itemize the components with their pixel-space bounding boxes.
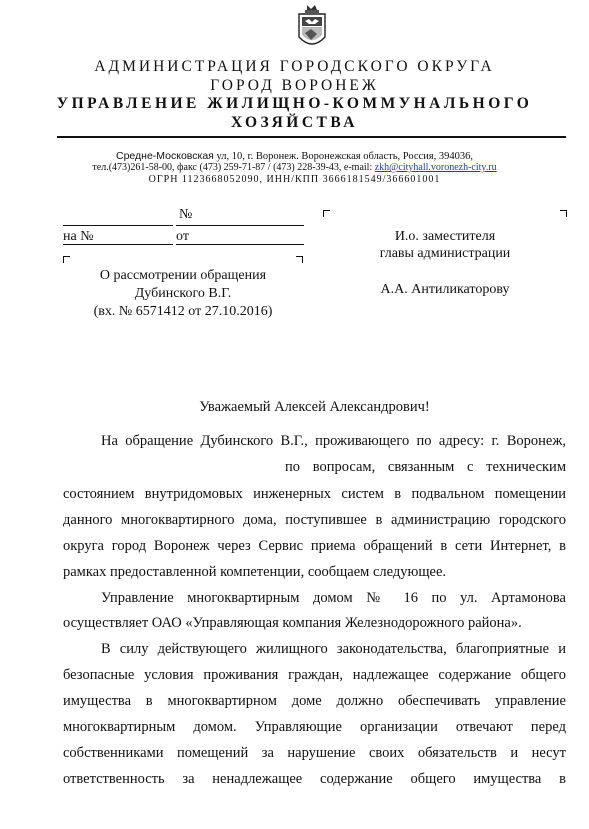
contacts-address — [0, 150, 589, 162]
addressee-corner-right — [560, 210, 567, 217]
street-name: Средне-Московская — [116, 150, 214, 162]
subject-corner-left — [63, 256, 70, 263]
body-line: В силу действующего жилищного законодательства, благоприятные и — [101, 641, 566, 657]
number-sign: № — [179, 207, 193, 222]
address-rest: ул, 10, г. Воронеж. Воронежская область, Россия, 394036, — [216, 151, 473, 162]
body-line: данного многоквартирного дома, поступившее в администрацию городского — [63, 512, 566, 528]
ot-label: от — [176, 229, 189, 244]
body-line: рамках предоставленной компетенции, сообщаем следующее. — [63, 564, 447, 580]
body-line: Управление многоквартирным домом № 16 по ул. Артамонова — [101, 590, 566, 606]
header-line-1: АДМИНИСТРАЦИЯ ГОРОДСКОГО ОКРУГА — [94, 58, 495, 75]
body-line: ответственность за ненадлежащее содержание общего имущества в — [63, 771, 566, 787]
subject-line-3: (вх. № 6571412 от 27.10.2016) — [93, 304, 273, 319]
number-field-line — [176, 225, 304, 226]
na-label: на № — [63, 229, 94, 244]
body-line: безопасные условия проживания граждан, надлежащее содержание общего — [63, 667, 566, 683]
header-divider — [57, 136, 566, 138]
addressee-name: А.А. Антиликаторову — [380, 282, 510, 297]
header-line-3: УПРАВЛЕНИЕ ЖИЛИЩНО-КОММУНАЛЬНОГО — [56, 95, 533, 112]
header-line-4: ХОЗЯЙСТВА — [231, 114, 358, 131]
ot-field-line — [176, 244, 304, 245]
subject-corner-right — [296, 256, 303, 263]
subject-line-2: Дубинского В.Г. — [134, 286, 232, 301]
salutation: Уважаемый Алексей Александрович! — [199, 399, 430, 415]
addressee-line-2: главы администрации — [379, 246, 511, 261]
phones-text: тел.(473)261-58-00, факс (473) 259-71-87 / (473) 228-39-43, e-mail: — [92, 162, 373, 173]
body-line: имущества в многоквартирном доме должно обеспечивать управление — [63, 693, 566, 709]
addressee-corner-left — [323, 210, 330, 217]
body-line: На обращение Дубинского В.Г., проживающего по адресу: г. Воронеж, — [101, 433, 566, 449]
email-link[interactable]: zkh@cityhall.voronezh-city.ru — [374, 162, 497, 173]
header-line-2: ГОРОД ВОРОНЕЖ — [210, 77, 379, 94]
subject-line-1: О рассмотрении обращения — [99, 268, 267, 283]
body-line: округа город Воронеж через Сервис приема обращений в сети Интернет, в — [63, 538, 566, 554]
contacts-ogrn: ОГРН 1123668052090, ИНН/КПП 3666181549/366601001 — [148, 174, 441, 185]
body-line: по вопросам, связанным с техническим — [285, 459, 566, 475]
body-line: состоянием внутридомовых инженерных систем в подвальном помещении — [63, 486, 566, 502]
na-field-line — [63, 244, 173, 245]
date-field-line — [63, 225, 173, 226]
addressee-line-1: И.о. заместителя — [394, 229, 496, 244]
body-line: собственниками помещений за нарушение своих обязательств и несут — [63, 745, 566, 761]
coat-of-arms-icon — [295, 3, 329, 53]
contacts-phones — [0, 162, 589, 173]
body-line: осуществляет ОАО «Управляющая компания Железнодорожного района». — [63, 615, 522, 631]
body-line: многоквартирным домом. Управляющие организации отвечают перед — [63, 719, 566, 735]
